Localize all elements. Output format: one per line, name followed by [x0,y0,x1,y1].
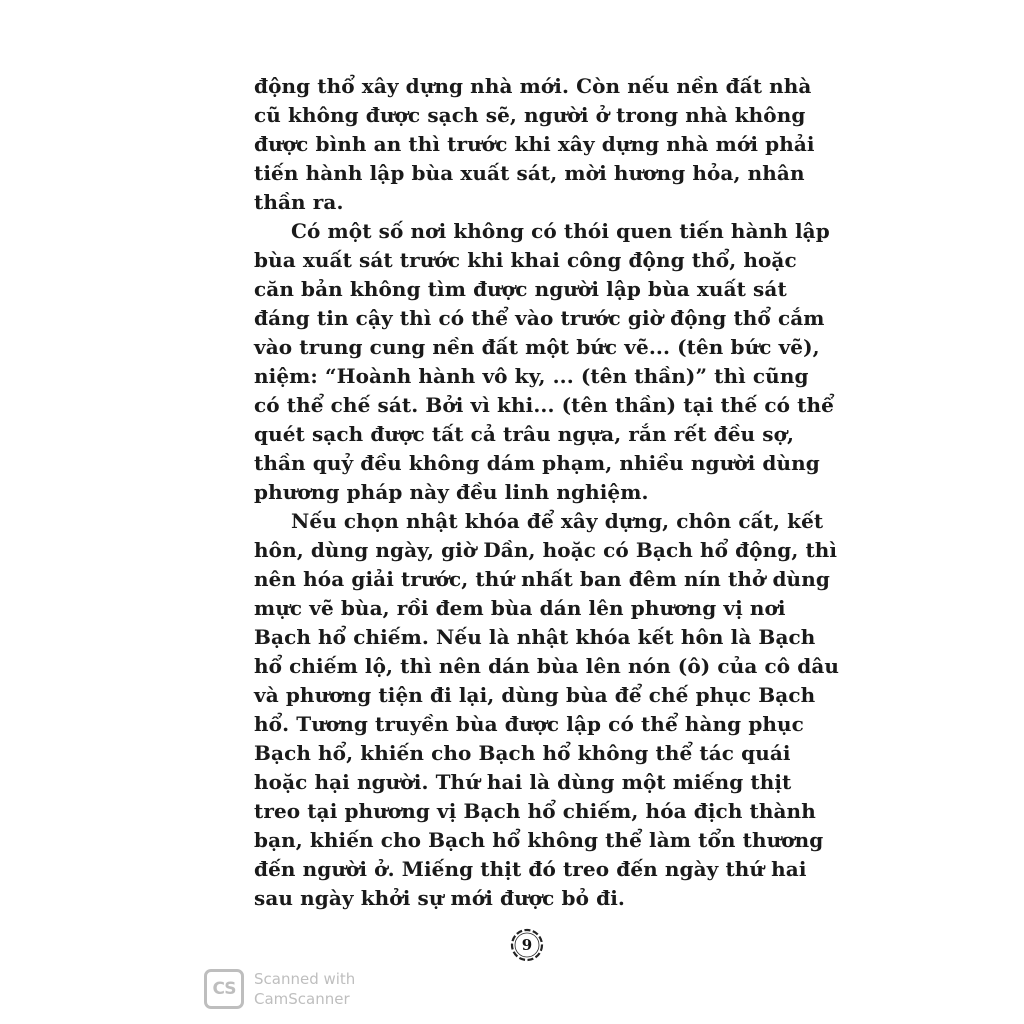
text-line: có thể chế sát. Bởi vì khi... (tên thần) tại thế có thể [254,393,834,417]
text-line: thần quỷ đều không dám phạm, nhiều người dùng [254,451,820,475]
text-line: vào trung cung nền đất một bức vẽ... (tên bức vẽ), [254,335,820,359]
text-line: được bình an thì trước khi xây dựng nhà mới phải [254,132,815,156]
page-number: 9 [521,936,533,954]
text-line: bùa xuất sát trước khi khai công động thổ, hoặc [254,248,797,272]
text-line: Bạch hổ chiếm. Nếu là nhật khóa kết hôn là Bạch [254,625,816,649]
text-line: tiến hành lập bùa xuất sát, mời hương hỏa, nhân [254,161,805,185]
text-line: phương pháp này đều linh nghiệm. [254,480,649,504]
watermark-line-1: Scanned with [254,970,356,988]
text-line: bạn, khiến cho Bạch hổ không thể làm tổn thương [254,828,824,852]
text-line: nên hóa giải trước, thứ nhất ban đêm nín thở dùng [254,567,830,591]
paragraph-first-line: Nếu chọn nhật khóa để xây dựng, chôn cất, kết [291,509,824,533]
text-line: đến người ở. Miếng thịt đó treo đến ngày thứ hai [254,857,807,881]
scanner-watermark [204,964,355,1014]
text-line: mực vẽ bùa, rồi đem bùa dán lên phương vị nơi [254,596,786,620]
text-line: niệm: “Hoành hành vô ky, ... (tên thần)” thì cũng [254,364,809,388]
text-line: treo tại phương vị Bạch hổ chiếm, hóa địch thành [254,799,816,823]
page-number-badge [507,925,547,965]
text-line: động thổ xây dựng nhà mới. Còn nếu nền đất nhà [254,74,812,98]
watermark-text [254,969,355,1009]
text-line: hổ. Tương truyền bùa được lập có thể hàng phục [254,712,804,736]
text-line: căn bản không tìm được người lập bùa xuất sát [254,277,787,301]
text-line: hôn, dùng ngày, giờ Dần, hoặc có Bạch hổ động, thì [254,538,838,562]
text-line: quét sạch được tất cả trâu ngựa, rắn rết đều sợ, [254,422,795,446]
watermark-line-2: CamScanner [254,990,350,1008]
text-line: Bạch hổ, khiến cho Bạch hổ không thể tác quái [254,741,791,765]
text-line: thần ra. [254,190,344,214]
camscanner-logo-icon: CS [204,969,244,1009]
text-line: và phương tiện đi lại, dùng bùa để chế phục Bạch [254,683,816,707]
text-line: sau ngày khởi sự mới được bỏ đi. [254,886,625,910]
text-line: hoặc hại người. Thứ hai là dùng một miếng thịt [254,770,792,794]
paragraph-first-line: Có một số nơi không có thói quen tiến hành lập [291,219,830,243]
text-line: đáng tin cậy thì có thể vào trước giờ động thổ cắm [254,306,825,330]
text-line: cũ không được sạch sẽ, người ở trong nhà không [254,103,806,127]
text-line: hổ chiếm lộ, thì nên dán bùa lên nón (ô) của cô dâu [254,654,840,678]
